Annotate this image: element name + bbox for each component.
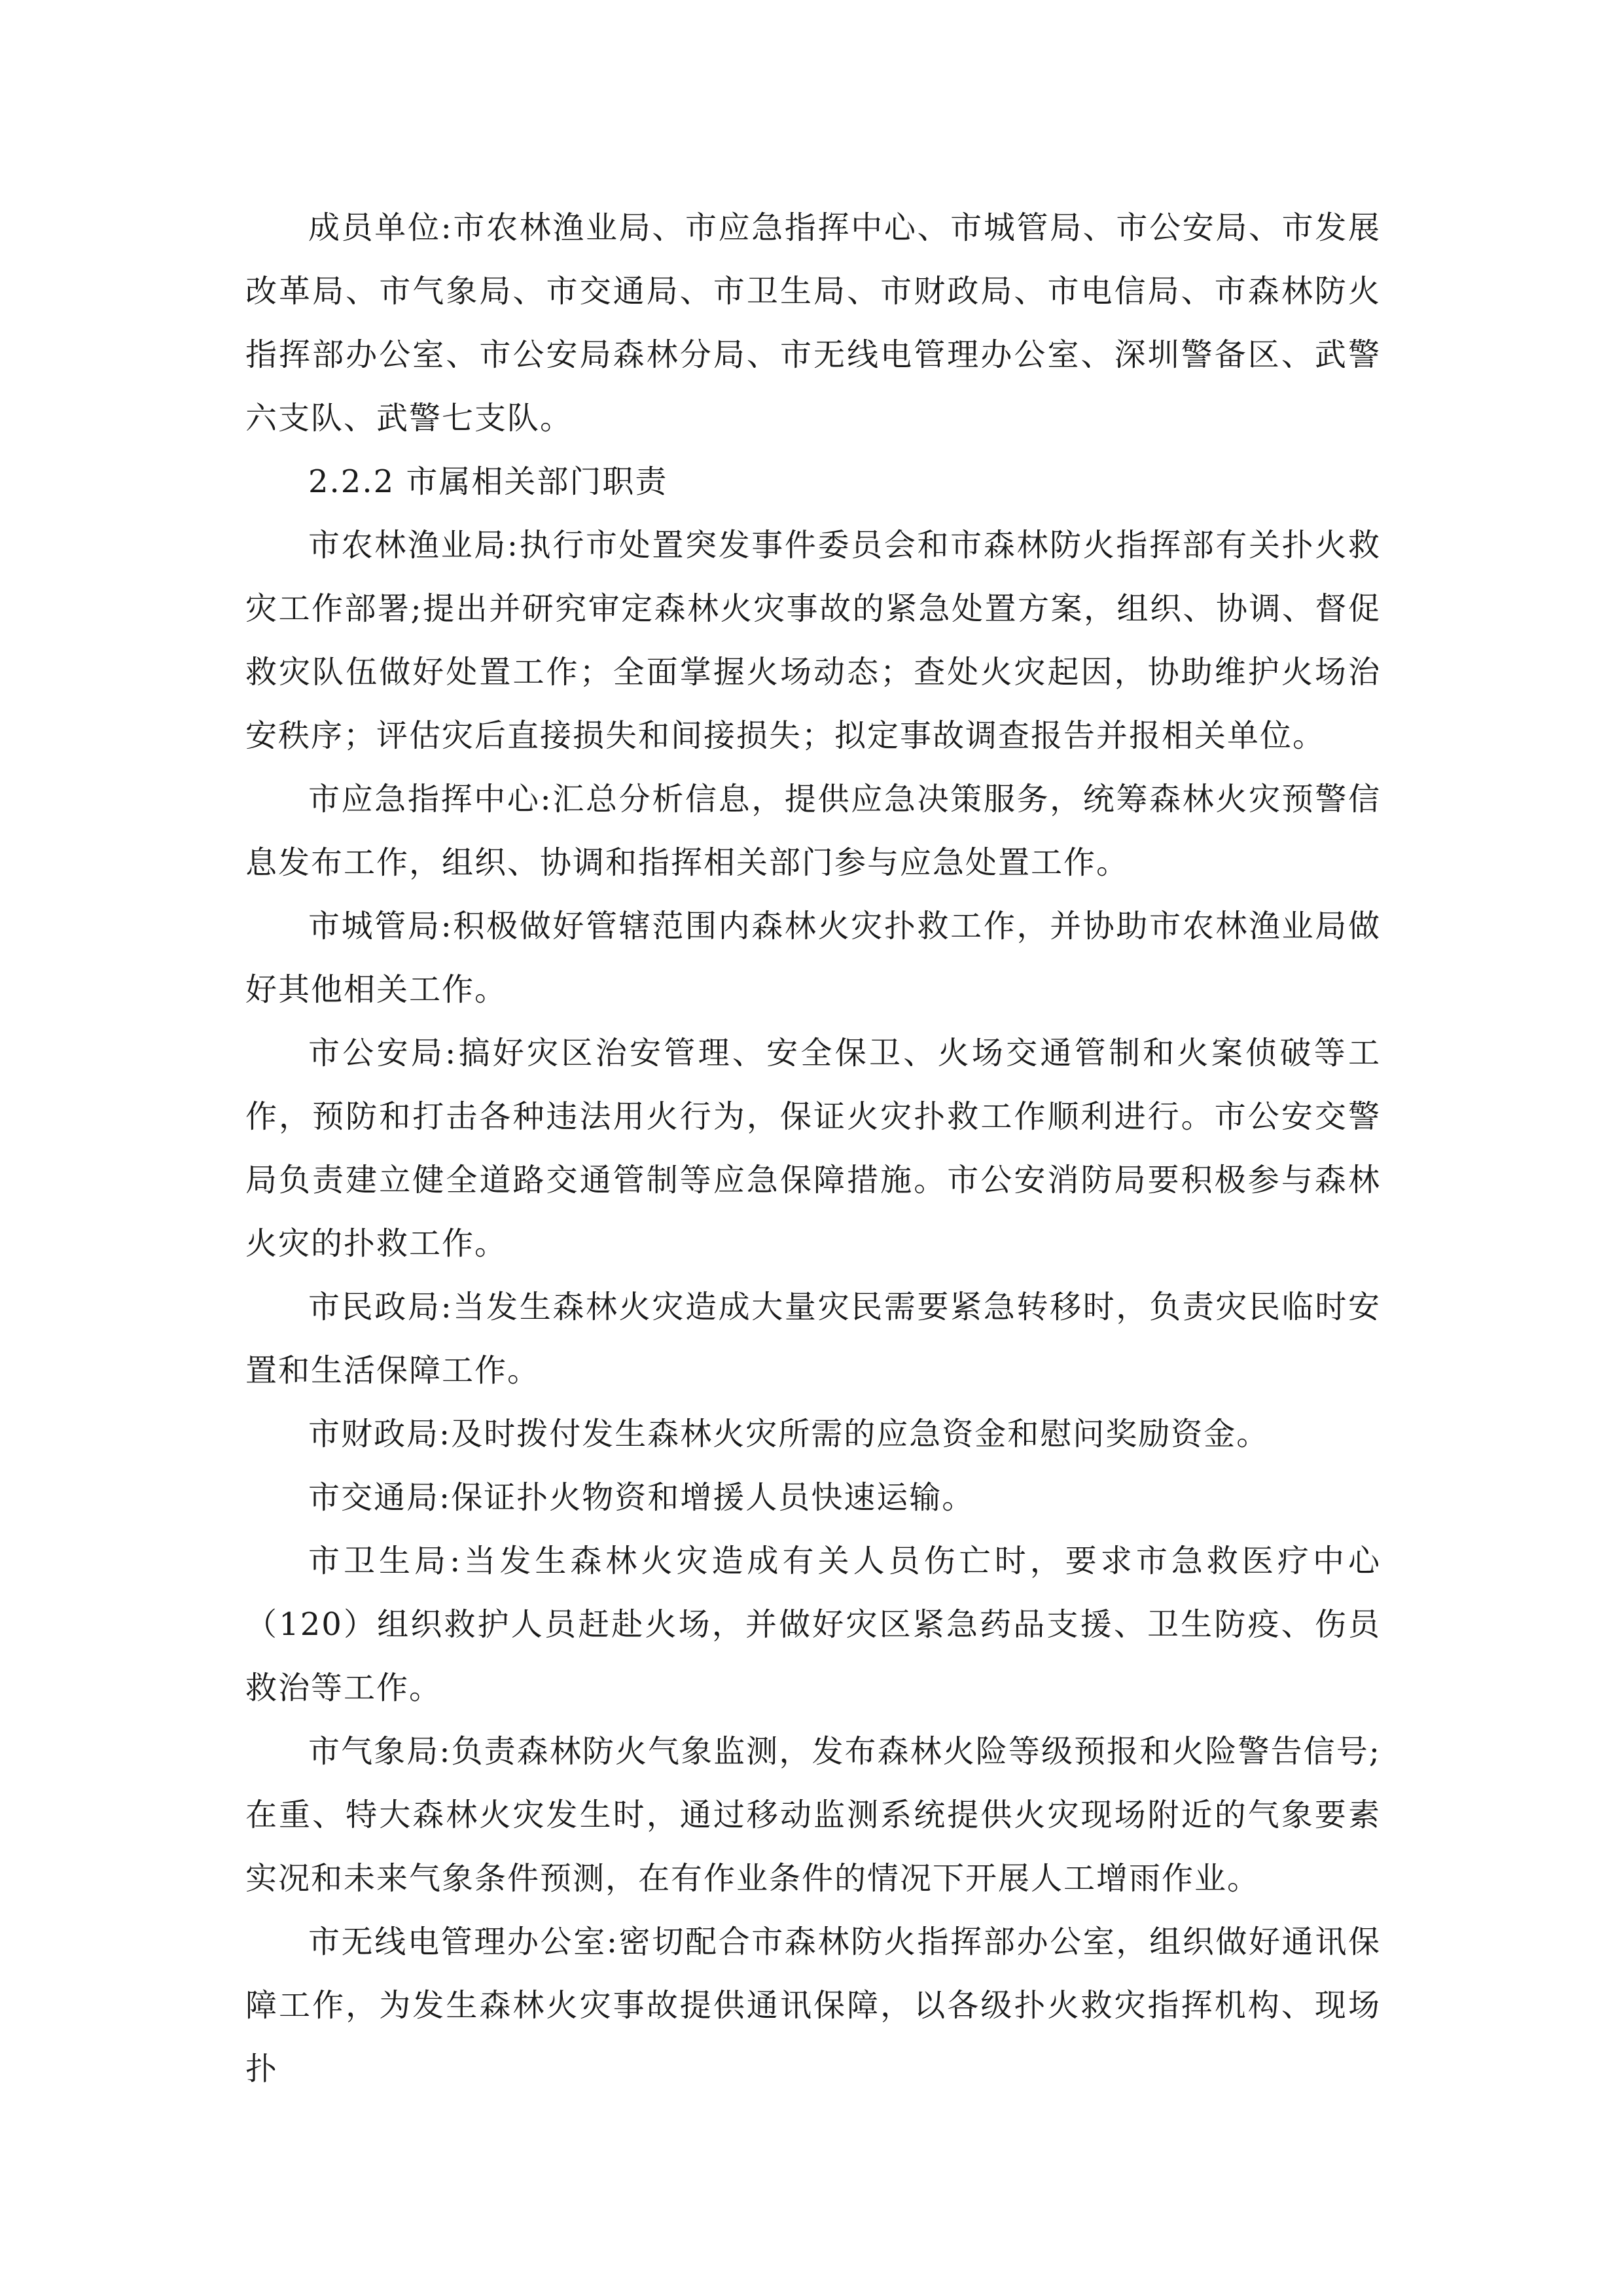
paragraph-agriculture-bureau — [245, 514, 1381, 768]
paragraph-term: 市气象局: — [308, 1733, 452, 1770]
paragraph-term: 市卫生局: — [308, 1543, 462, 1579]
paragraph-text: 及时拨付发生森林火灾所需的应急资金和慰问奖励资金。 — [451, 1416, 1270, 1452]
paragraph-meteorology — [245, 1720, 1381, 1910]
paragraph-term: 市交通局: — [308, 1479, 452, 1516]
paragraph-term: 市民政局: — [308, 1289, 453, 1325]
document-body — [245, 196, 1381, 2101]
paragraph-radio-office — [245, 1910, 1381, 2101]
paragraph-member-units — [245, 196, 1381, 450]
paragraph-emergency-center — [245, 768, 1381, 895]
paragraph-text: 积极做好管辖范围内森林火灾扑救工作，并协助市农林渔业局做好其他相关工作。 — [245, 908, 1381, 1008]
paragraph-term: 市财政局: — [308, 1416, 452, 1452]
paragraph-urban-management — [245, 895, 1381, 1022]
paragraph-term: 市公安局: — [308, 1035, 457, 1071]
paragraph-text: 负责森林防火气象监测，发布森林火险等级预报和火险警告信号;在重、特大森林火灾发生时，通过移动监测系统提供火灾现场附近的气象要素实况和未来气象条件预测，在有作业条件的情况下开展人工增雨作业。 — [245, 1733, 1381, 1897]
paragraph-public-security — [245, 1022, 1381, 1276]
paragraph-civil-affairs — [245, 1276, 1381, 1403]
paragraph-transport — [245, 1466, 1381, 1530]
paragraph-term: 市无线电管理办公室: — [308, 1924, 619, 1960]
paragraph-text: 当发生森林火灾造成大量灾民需要紧急转移时，负责灾民临时安置和生活保障工作。 — [245, 1289, 1381, 1389]
paragraph-health — [245, 1530, 1381, 1720]
paragraph-text: 当发生森林火灾造成有关人员伤亡时，要求市急救医疗中心（120）组织救护人员赶赴火场，并做好灾区紧急药品支援、卫生防疫、伤员救治等工作。 — [245, 1543, 1381, 1706]
paragraph-text: 汇总分析信息，提供应急决策服务，统筹森林火灾预警信息发布工作，组织、协调和指挥相关部门参与应急处置工作。 — [245, 781, 1381, 881]
paragraph-text: 执行市处置突发事件委员会和市森林防火指挥部有关扑火救灾工作部署;提出并研究审定森林火灾事故的紧急处置方案，组织、协调、督促救灾队伍做好处置工作；全面掌握火场动态；查处火灾起因，协助维护火场治安秩序；评估灾后直接损失和间接损失；拟定事故调查报告并报相关单位。 — [245, 527, 1381, 754]
paragraph-text: 搞好灾区治安管理、安全保卫、火场交通管制和火案侦破等工作，预防和打击各种违法用火行为，保证火灾扑救工作顺利进行。市公安交警局负责建立健全道路交通管制等应急保障措施。市公安消防局要积极参与森林火灾的扑救工作。 — [245, 1035, 1381, 1262]
paragraph-term: 市农林渔业局: — [308, 527, 520, 564]
paragraph-term: 成员单位: — [308, 209, 453, 246]
section-heading: 2.2.2 市属相关部门职责 — [308, 463, 668, 500]
paragraph-text: 密切配合市森林防火指挥部办公室，组织做好通讯保障工作，为发生森林火灾事故提供通讯保障，以各级扑火救灾指挥机构、现场扑 — [245, 1924, 1381, 2087]
paragraph-text: 市农林渔业局、市应急指挥中心、市城管局、市公安局、市发展改革局、市气象局、市交通局、市卫生局、市财政局、市电信局、市森林防火指挥部办公室、市公安局森林分局、市无线电管理办公室、深圳警备区、武警六支队、武警七支队。 — [245, 209, 1381, 437]
paragraph-term: 市城管局: — [308, 908, 453, 944]
paragraph-term: 市应急指挥中心: — [308, 781, 552, 817]
paragraph-finance — [245, 1403, 1381, 1466]
paragraph-text: 保证扑火物资和增援人员快速运输。 — [451, 1479, 975, 1516]
